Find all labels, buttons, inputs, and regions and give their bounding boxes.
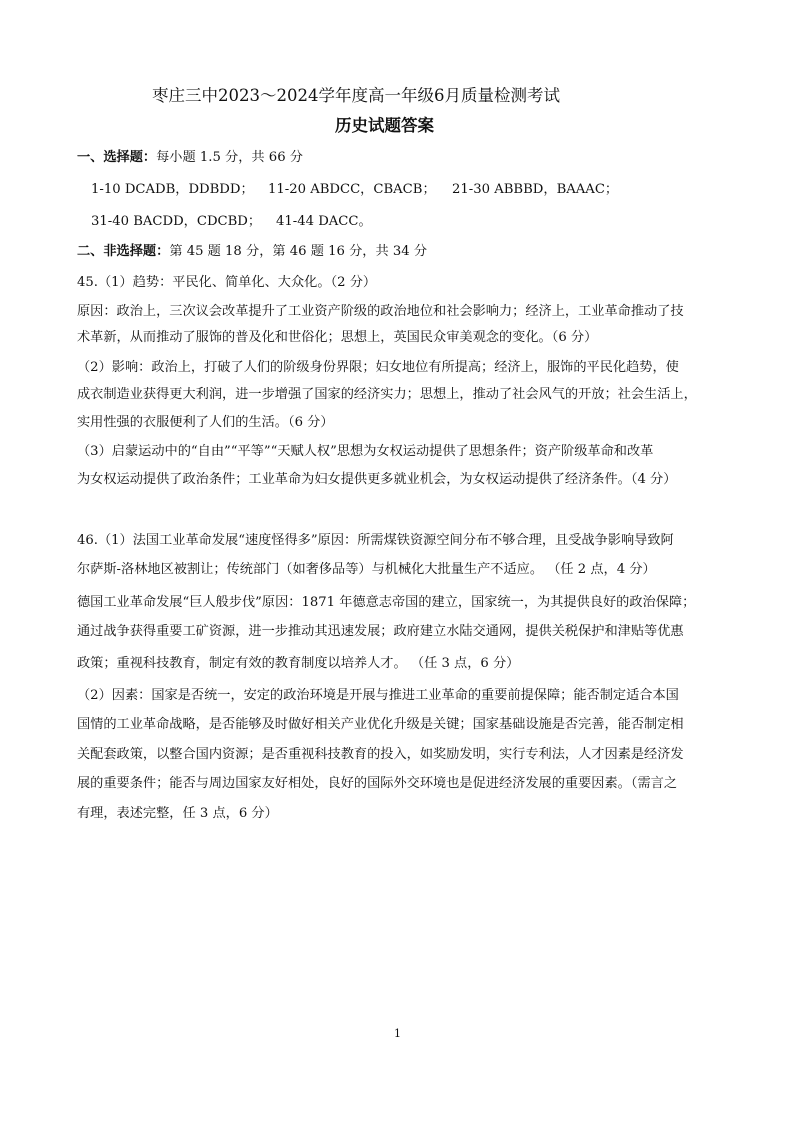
q45-line: 45.（1）趋势：平民化、简单化、大众化。（2 分） <box>77 275 377 290</box>
section2-note: 第 45 题 18 分，第 46 题 16 分，共 34 分 <box>169 244 428 259</box>
q46-line: 有理，表述完整，任 3 点，6 分） <box>77 806 278 821</box>
q46-line: 通过战争获得重要工矿资源，进一步推动其迅速发展；政府建立水陆交通网，提供关税保护和津贴等优惠 <box>77 624 684 639</box>
answers-row-1-part-3: 21-30 ABBBD，BAAAC； <box>452 182 619 197</box>
section1-note: 每小题 1.5 分，共 66 分 <box>156 150 303 165</box>
section1-heading: 一、选择题： <box>77 150 157 165</box>
answers-row-2-part-2: 41-44 DACC。 <box>276 214 372 229</box>
q45-line: 实用性强的衣服便利了人们的生活。（6 分） <box>77 415 334 430</box>
q46-line: 政策；重视科技教育，制定有效的教育制度以培养人才。 （任 3 点，6 分） <box>77 656 520 671</box>
document-subtitle: 历史试题答案 <box>335 116 434 135</box>
q45-line: 成衣制造业获得更大利润，进一步增强了国家的经济实力；思想上，推动了社会风气的开放；社会生活上， <box>77 387 697 402</box>
section2-heading: 二、非选择题： <box>77 244 170 259</box>
q46-line: 46.（1）法国工业革命发展“速度怪得多”原因：所需煤铁资源空间分布不够合理，且受战争影响导致阿 <box>77 533 674 548</box>
q45-line: 原因：政治上，三次议会改革提升了工业资产阶级的政治地位和社会影响力；经济上，工业革命推动了技 <box>77 304 684 319</box>
answers-row-2-part-1: 31-40 BACDD，CDCBD； <box>91 214 262 229</box>
q45-line: （3）启蒙运动中的“自由”“平等”“天赋人权”思想为女权运动提供了思想条件；资产阶级革命和改革 <box>77 444 654 459</box>
q46-line: 尔萨斯-洛林地区被割让；传统部门（如奢侈品等）与机械化大批量生产不适应。 （任 2 点，4 分） <box>77 562 656 577</box>
q46-line: 关配套政策，以整合国内资源；是否重视科技教育的投入，如奖励发明，实行专利法，人才因素是经济发 <box>77 747 684 762</box>
q46-line: 国情的工业革命战略，是否能够及时做好相关产业优化升级是关键；国家基础设施是否完善，能否制定相 <box>77 717 684 732</box>
q46-line: 展的重要条件；能否与周边国家友好相处，良好的国际外交环境也是促进经济发展的重要因素。（需言之 <box>77 776 678 791</box>
section2-header <box>77 244 427 260</box>
answers-row-1-part-1: 1-10 DCADB，DDBDD； <box>91 182 254 197</box>
q45-line: （2）影响：政治上，打破了人们的阶级身份界限；妇女地位有所提高；经济上，服饰的平民化趋势，使 <box>77 360 679 375</box>
q45-line: 为女权运动提供了政治条件；工业革命为妇女提供更多就业机会，为女权运动提供了经济条件。（4 分） <box>77 472 677 487</box>
q46-line: 德国工业革命发展“巨人般步伐”原因：1871 年德意志帝国的建立，国家统一，为其提供良好的政治保障； <box>77 595 696 610</box>
document-title: 枣庄三中2023～2024学年度高一年级6月质量检测考试 <box>152 86 560 105</box>
page-number: 1 <box>394 1027 401 1040</box>
q45-line: 术革新，从而推动了服饰的普及化和世俗化；思想上，英国民众审美观念的变化。（6 分） <box>77 330 598 345</box>
section1-header <box>77 150 303 166</box>
q46-line: （2）因素：国家是否统一，安定的政治环境是开展与推进工业革命的重要前提保障；能否制定适合本国 <box>77 688 679 703</box>
answers-row-1-part-2: 11-20 ABDCC，CBACB； <box>268 182 436 197</box>
